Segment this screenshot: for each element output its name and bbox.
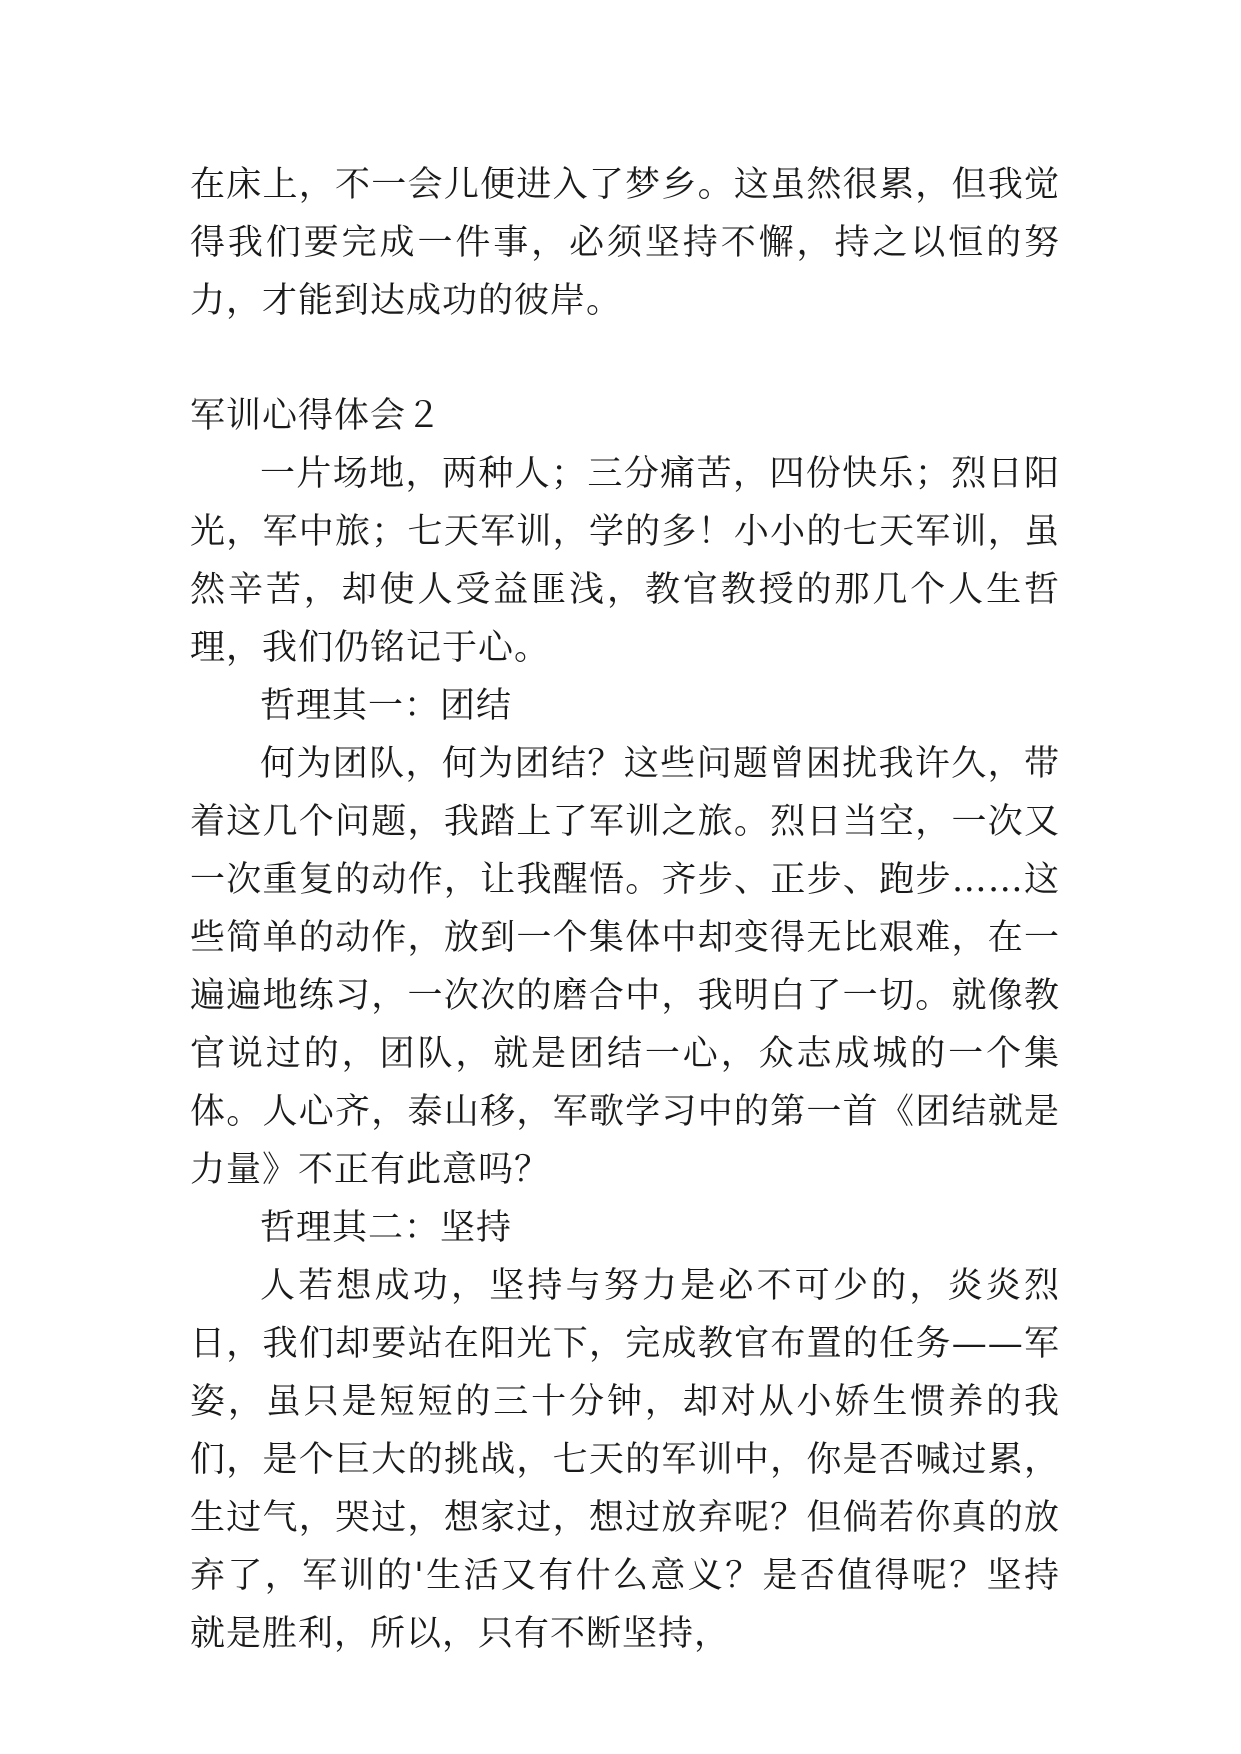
subheading-persistence: 哲理其二：坚持 [260, 1208, 513, 1248]
section-title: 军训心得体会２ [190, 396, 443, 436]
paragraph-persistence: 人若想成功，坚持与努力是必不可少的，炎炎烈日，我们却要站在阳光下，完成教官布置的任务——军姿，虽只是短短的三十分钟，却对从小娇生惯养的我们，是个巨大的挑战，七天的军训中，你是否喊过累，生过气，哭过，想家过，想过放弃呢？但倘若你真的放弃了，军训的'生活又有什么意义？是否值得呢？坚持就是胜利，所以，只有不断坚持， [190, 1266, 1060, 1654]
section-body [190, 445, 1060, 1663]
paragraph-opening: 一片场地，两种人；三分痛苦，四份快乐；烈日阳光，军中旅；七天军训，学的多！小小的七天军训，虽然辛苦，却使人受益匪浅，教官教授的那几个人生哲理，我们仍铭记于心。 [190, 454, 1060, 668]
subheading-unity: 哲理其一：团结 [260, 686, 513, 726]
intro-paragraph-block [190, 156, 1060, 330]
paragraph-unity: 何为团队，何为团结？这些问题曾困扰我许久，带着这几个问题，我踏上了军训之旅。烈日当空，一次又一次重复的动作，让我醒悟。齐步、正步、跑步……这些简单的动作，放到一个集体中却变得无比艰难，在一遍遍地练习，一次次的磨合中，我明白了一切。就像教官说过的，团队，就是团结一心，众志成城的一个集体。人心齐，泰山移，军歌学习中的第一首《团结就是力量》不正有此意吗？ [190, 744, 1060, 1190]
intro-paragraph: 在床上，不一会儿便进入了梦乡。这虽然很累，但我觉得我们要完成一件事，必须坚持不懈，持之以恒的努力，才能到达成功的彼岸。 [190, 165, 1060, 321]
